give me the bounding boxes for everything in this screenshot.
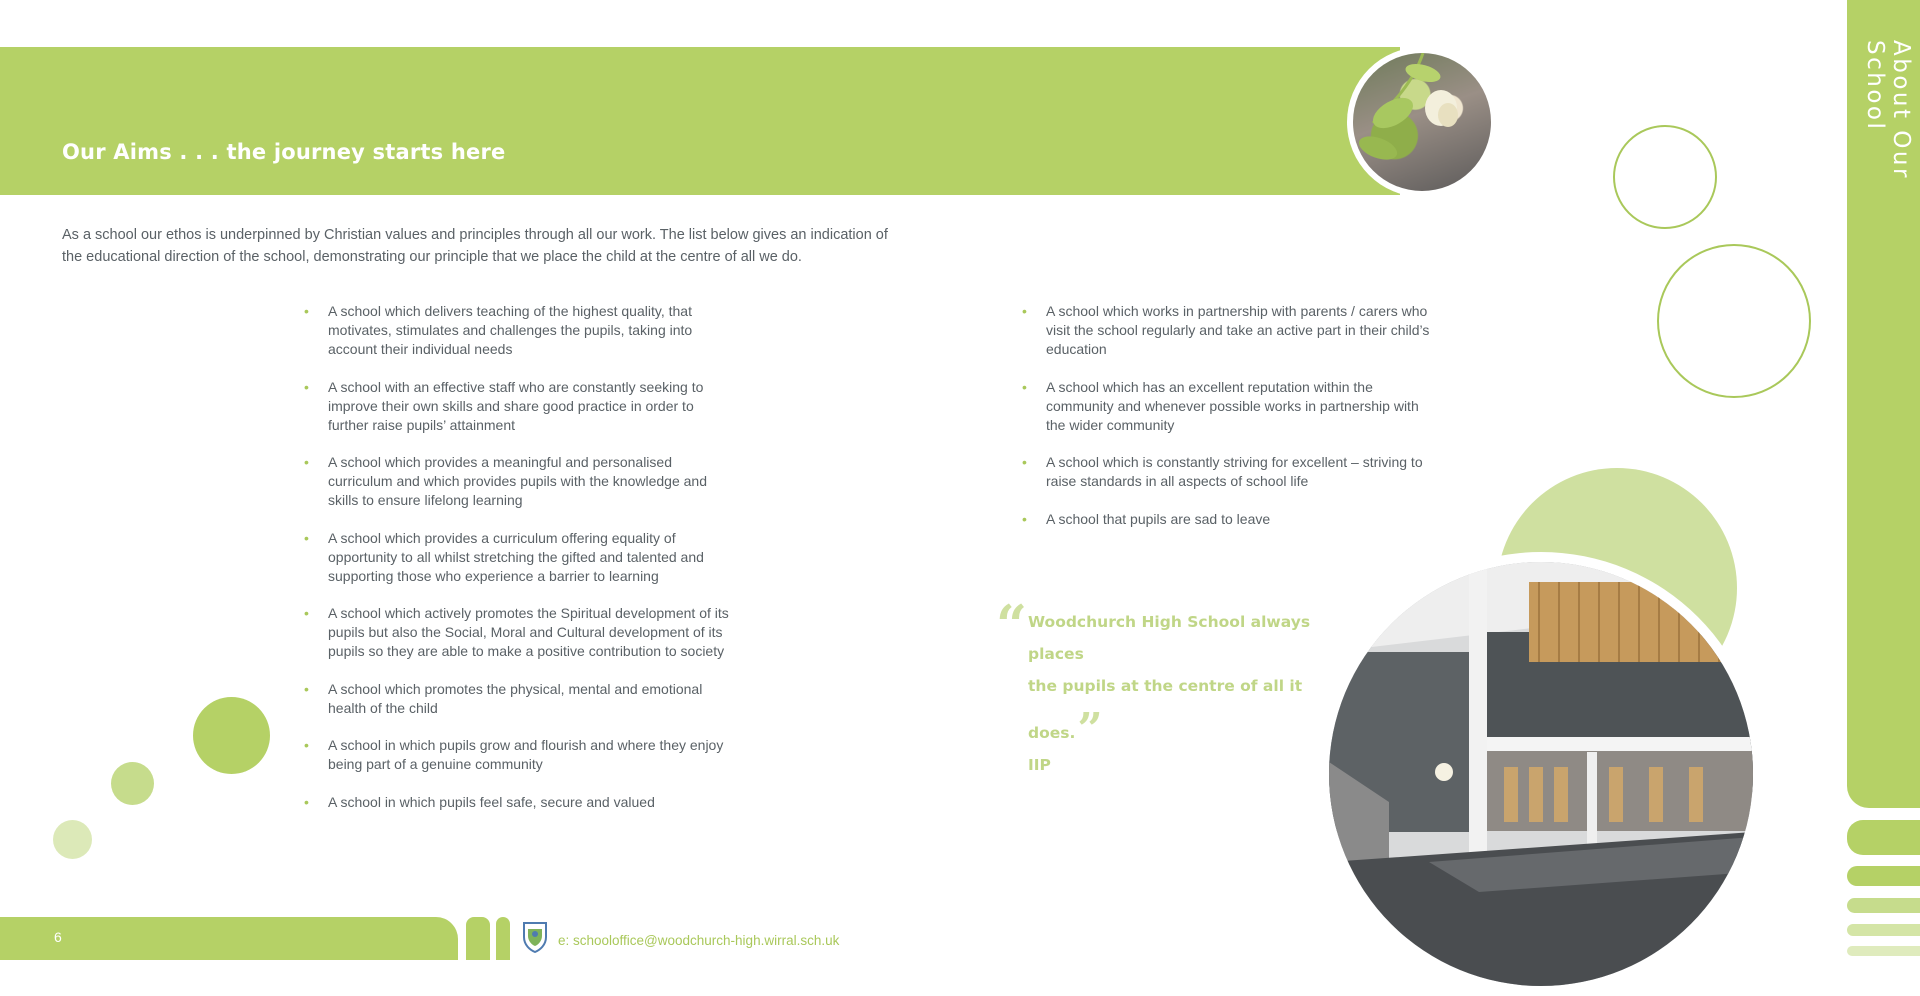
list-item: • A school which promotes the physical, mental and emotional health of the child <box>304 680 703 716</box>
flower-image <box>1353 53 1491 191</box>
flower-photo <box>1347 47 1497 197</box>
decorative-ring <box>1613 125 1717 229</box>
sidebar-stripe <box>1847 946 1920 956</box>
bullet-icon: • <box>304 303 309 319</box>
hall-photo <box>1319 552 1763 996</box>
header-band <box>0 47 1400 195</box>
bullet-icon: • <box>304 605 309 621</box>
quote-line-1: Woodchurch High School always places <box>1028 613 1311 663</box>
list-item: • A school which actively promotes the Spiritual development of its pupils but also the Social, Moral and Cultural development of its pupils so they are able to make a positive contribution to society <box>304 605 729 659</box>
list-item: • A school which works in partnership with parents / carers who visit the school regularly and take an active part in their child’s education <box>1022 303 1430 357</box>
sidebar-stripe <box>1847 866 1920 886</box>
bullet-icon: • <box>304 529 309 546</box>
list-item: • A school which is constantly striving for excellent – striving to raise standards in all aspects of school life <box>1022 454 1423 489</box>
sidebar-label: About Our School <box>1862 40 1914 180</box>
list-item: • A school with an effective staff who are constantly seeking to improve their own skills and share good practice in order to further raise pupils’ attainment <box>304 378 704 433</box>
aims-list-right <box>1022 302 1442 547</box>
quote-source: IIP <box>1028 756 1051 774</box>
bullet-icon: • <box>1022 510 1027 527</box>
hall-illustration <box>1329 562 1753 986</box>
bullet-icon: • <box>304 454 309 470</box>
bullet-icon: • <box>304 378 309 395</box>
intro-paragraph: As a school our ethos is underpinned by Christian values and principles through all our work. The list below gives an indication of the educational direction of the school, demonstrating our principle that we place the child at the centre of all we do. <box>62 227 888 265</box>
list-item: • A school in which pupils grow and flourish and where they enjoy being part of a genuine community <box>304 737 724 772</box>
school-crest-icon <box>522 921 548 953</box>
list-item: • A school which provides a meaningful and personalised curriculum and which provides pupils with the knowledge and skills to ensure lifelong learning <box>304 454 707 508</box>
bullet-icon: • <box>304 680 309 697</box>
footer-email-link[interactable]: e: schooloffice@woodchurch-high.wirral.sch.uk <box>558 933 840 948</box>
list-item: • A school in which pupils feel safe, secure and valued <box>304 793 655 810</box>
close-quote-icon: ” <box>1077 704 1103 755</box>
decorative-dot <box>53 820 92 859</box>
decorative-ring <box>1657 244 1811 398</box>
bullet-icon: • <box>304 793 309 810</box>
footer-band <box>0 917 458 960</box>
list-item: • A school which has an excellent reputation within the community and whenever possible works in partnership with the wider community <box>1022 378 1419 433</box>
quote-line-2: the pupils at the centre of all it does. <box>1028 677 1303 742</box>
sidebar-stripe <box>1847 820 1920 855</box>
aims-list-left <box>304 302 734 830</box>
bullet-icon: • <box>1022 378 1027 395</box>
hall-image <box>1329 562 1753 986</box>
bullet-icon: • <box>304 737 309 753</box>
decorative-dot <box>111 762 154 805</box>
flower-illustration <box>1353 53 1491 191</box>
sidebar-stripe <box>1847 898 1920 913</box>
footer-bar <box>466 917 490 960</box>
open-quote-icon: “ <box>996 593 1028 657</box>
list-item: • A school which provides a curriculum offering equality of opportunity to all whilst stretching the gifted and talented and supporting those who experience a barrier to learning <box>304 529 704 584</box>
footer-bar <box>496 917 510 960</box>
page-title: Our Aims . . . the journey starts here <box>62 140 506 164</box>
bullet-icon: • <box>1022 454 1027 470</box>
sidebar-stripe <box>1847 924 1920 936</box>
pull-quote <box>996 593 1336 781</box>
bullet-icon: • <box>1022 303 1027 319</box>
decorative-dot <box>193 697 270 774</box>
list-item: • A school that pupils are sad to leave <box>1022 510 1271 527</box>
page-number: 6 <box>54 929 62 945</box>
list-item: • A school which delivers teaching of the highest quality, that motivates, stimulates and challenges the pupils, taking into account their individual needs <box>304 303 693 357</box>
